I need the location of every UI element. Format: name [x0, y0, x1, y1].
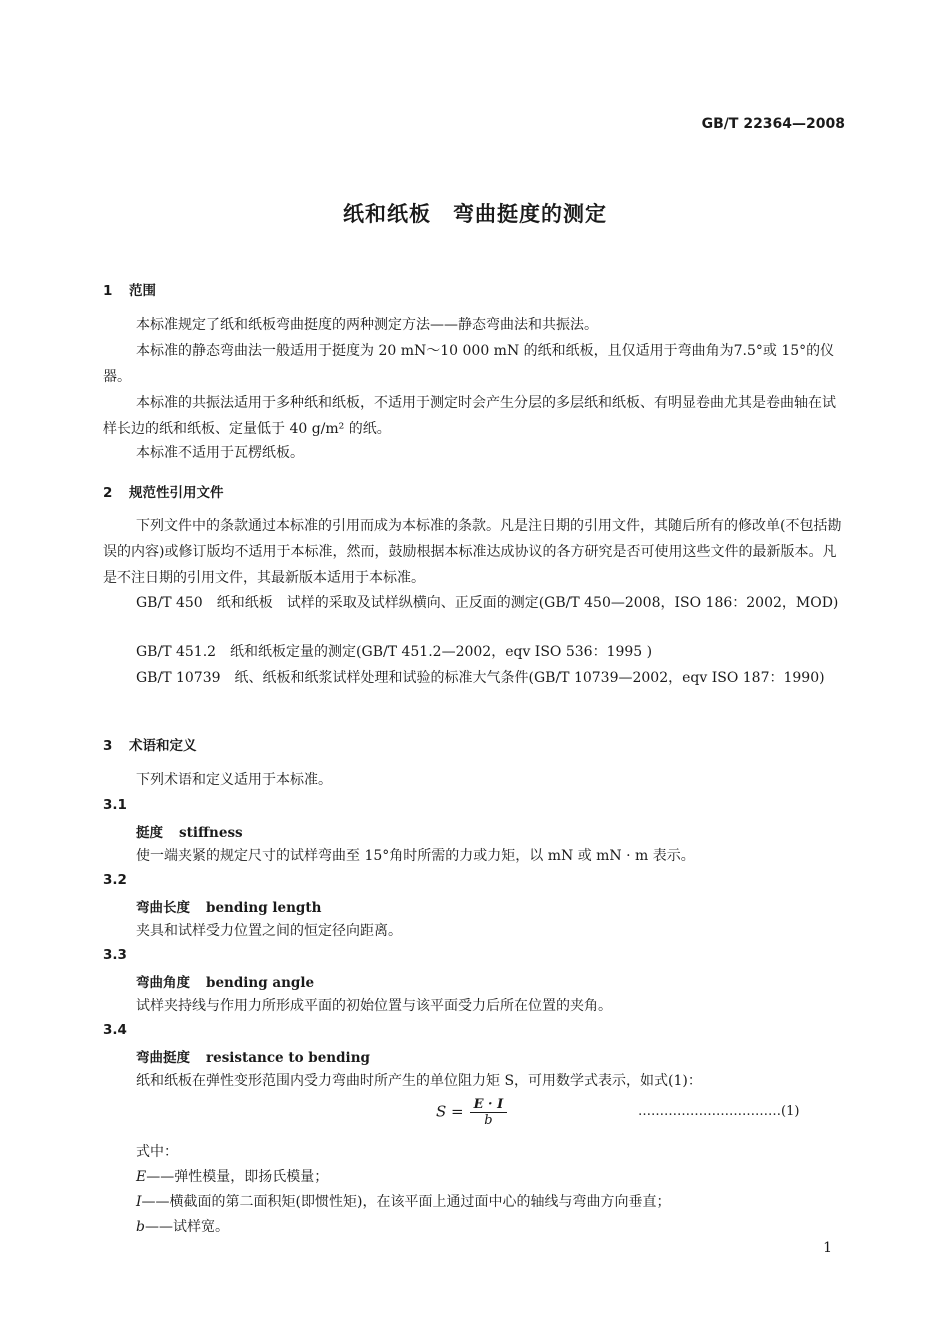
term-en: resistance to bending — [206, 1050, 370, 1066]
reference-item: GB/T 10739 纸、纸板和纸浆试样处理和试验的标准大气条件(GB/T 10739—2002，eqv ISO 187：1990) — [136, 670, 825, 686]
subsection-number: 3.4 — [103, 1022, 127, 1038]
paragraph: 本标准的静态弯曲法一般适用于挺度为 20 mN～10 000 mN 的纸和纸板，且仅适用于弯曲角为7.5°或 15°的仪器。 — [103, 343, 835, 385]
section-title: 术语和定义 — [129, 738, 197, 754]
section-number: 1 — [103, 283, 113, 299]
term-cn: 弯曲角度 — [136, 975, 190, 991]
section-title: 范围 — [129, 283, 156, 299]
formula-fraction — [470, 1097, 508, 1128]
variable-text: ——试样宽。 — [144, 1219, 229, 1235]
standard-number: GB/T 22364—2008 — [701, 116, 845, 132]
variable-symbol: E — [136, 1169, 147, 1185]
formula — [436, 1097, 507, 1128]
section-title: 规范性引用文件 — [129, 485, 224, 501]
term-heading — [136, 971, 314, 991]
variable-text: ——弹性模量，即扬氏模量； — [146, 1169, 329, 1185]
paragraph: 下列文件中的条款通过本标准的引用而成为本标准的条款。凡是注日期的引用文件，其随后所有的修改单(不包括勘误的内容)或修订版均不适用于本标准，然而，鼓励根据本标准达成协议的各方研究是否可使用这些文件的最新版本。凡是不注日期的引用文件，其最新版本适用于本标准。 — [103, 518, 842, 586]
term-heading — [136, 896, 321, 916]
paragraph: 本标准的共振法适用于多种纸和纸板，不适用于测定时会产生分层的多层纸和纸板、有明显卷曲尤其是卷曲轴在试样长边的纸和纸板、定量低于 40 g/m² 的纸。 — [103, 395, 836, 437]
section-2-heading — [103, 481, 224, 501]
document-title: 纸和纸板 弯曲挺度的测定 — [343, 202, 607, 226]
term-definition: 试样夹持线与作用力所形成平面的初始位置与该平面受力后所在位置的夹角。 — [136, 998, 612, 1014]
term-heading — [136, 1046, 370, 1066]
section-number: 3 — [103, 738, 113, 754]
term-cn: 挺度 — [136, 825, 163, 841]
paragraph: 本标准不适用于瓦楞纸板。 — [136, 445, 304, 461]
subsection-number: 3.2 — [103, 872, 127, 888]
term-definition: 使一端夹紧的规定尺寸的试样弯曲至 15°角时所需的力或力矩，以 mN 或 mN · m 表示。 — [136, 848, 695, 864]
formula-denominator: b — [484, 1113, 493, 1128]
variable-definition — [136, 1216, 229, 1236]
term-definition: 纸和纸板在弹性变形范围内受力弯曲时所产生的单位阻力矩 S，可用数学式表示，如式(1)： — [136, 1073, 702, 1089]
term-definition: 夹具和试样受力位置之间的恒定径向距离。 — [136, 923, 402, 939]
term-cn: 弯曲长度 — [136, 900, 190, 916]
variable-symbol: I — [136, 1194, 142, 1210]
paragraph: 本标准规定了纸和纸板弯曲挺度的两种测定方法——静态弯曲法和共振法。 — [136, 317, 598, 333]
formula-lhs: S = — [436, 1102, 464, 1121]
formula-numerator: E · I — [470, 1097, 508, 1113]
subsection-number: 3.1 — [103, 797, 127, 813]
variable-definition — [136, 1191, 670, 1211]
paragraph: 下列术语和定义适用于本标准。 — [136, 772, 332, 788]
reference-item: GB/T 450 纸和纸板 试样的采取及试样纵横向、正反面的测定(GB/T 450—2008，ISO 186：2002，MOD) — [136, 595, 839, 611]
section-number: 2 — [103, 485, 113, 501]
subsection-number: 3.3 — [103, 947, 127, 963]
section-3-heading — [103, 734, 197, 754]
term-heading — [136, 821, 243, 841]
term-en: bending angle — [206, 975, 315, 991]
section-1-heading — [103, 279, 156, 299]
page-number: 1 — [823, 1240, 832, 1256]
where-label: 式中： — [136, 1144, 178, 1160]
term-en: stiffness — [179, 825, 243, 841]
term-cn: 弯曲挺度 — [136, 1050, 190, 1066]
variable-symbol: b — [136, 1219, 145, 1235]
variable-definition — [136, 1166, 328, 1186]
equation-number: ……………………………(1) — [638, 1104, 800, 1119]
term-en: bending length — [206, 900, 322, 916]
variable-text: ——横截面的第二面积矩(即惯性矩)，在该平面上通过面中心的轴线与弯曲方向垂直； — [141, 1194, 671, 1210]
reference-item: GB/T 451.2 纸和纸板定量的测定(GB/T 451.2—2002，eqv ISO 536：1995 ) — [136, 644, 653, 660]
